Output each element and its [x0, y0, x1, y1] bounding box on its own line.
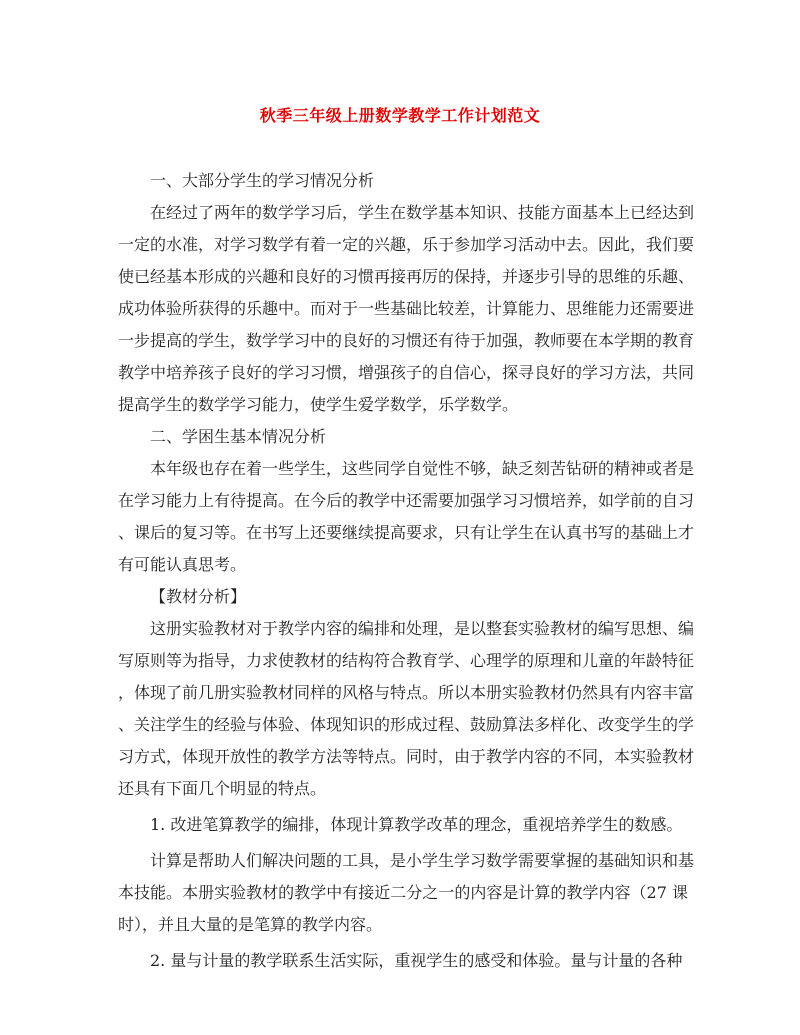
paragraph-line: 计算是帮助人们解决问题的工具，是小学生学习数学需要掌握的基础知识和基	[150, 851, 695, 870]
section-heading-1: 一、大部分学生的学习情况分析	[150, 171, 375, 190]
section-heading-textbook-analysis: 【教材分析】	[150, 587, 247, 606]
section-heading-2: 二、学困生基本情况分析	[150, 427, 327, 446]
paragraph-line: 习方式，体现开放性的教学方法等特点。同时，由于教学内容的不同，本实验教材	[118, 747, 695, 766]
paragraph-line: 一定的水准，对学习数学有着一定的兴趣，乐于参加学习活动中去。因此，我们要	[118, 235, 695, 254]
paragraph-line: 、课后的复习等。在书写上还要继续提高要求，只有让学生在认真书写的基础上才	[118, 523, 695, 542]
paragraph-line: 在学习能力上有待提高。在今后的教学中还需要加强学习习惯培养，如学前的自习	[118, 491, 695, 510]
document-body	[118, 165, 695, 977]
paragraph-line: ，体现了前几册实验教材同样的风格与特点。所以本册实验教材仍然具有内容丰富	[118, 683, 695, 702]
numbered-point-1: 1. 改进笔算教学的编排，体现计算教学改革的理念，重视培养学生的数感。	[150, 815, 683, 834]
paragraph-line: 教学中培养孩子良好的学习习惯，增强孩子的自信心，探寻良好的学习方法，共同	[118, 363, 695, 382]
paragraph-line: 本技能。本册实验教材的教学中有接近二分之一的内容是计算的教学内容（27 课	[118, 883, 688, 902]
paragraph-line: 有可能认真思考。	[118, 555, 247, 574]
paragraph-line: 、关注学生的经验与体验、体现知识的形成过程、鼓励算法多样化、改变学生的学	[118, 715, 695, 734]
document-title: 秋季三年级上册数学教学工作计划范文	[259, 106, 541, 125]
numbered-point-2: 2. 量与计量的教学联系生活实际，重视学生的感受和体验。量与计量的各种	[150, 951, 683, 970]
paragraph-line: 在经过了两年的数学学习后，学生在数学基本知识、技能方面基本上已经达到	[150, 203, 695, 222]
paragraph-line: 本年级也存在着一些学生，这些同学自觉性不够，缺乏刻苦钻研的精神或者是	[150, 459, 695, 478]
paragraph-line: 提高学生的数学学习能力，使学生爱学数学，乐学数学。	[118, 395, 519, 414]
paragraph-line: 还具有下面几个明显的特点。	[118, 779, 327, 798]
paragraph-line: 使已经基本形成的兴趣和良好的习惯再接再厉的保持，并逐步引导的思维的乐趣、	[118, 267, 695, 286]
paragraph-line: 成功体验所获得的乐趣中。而对于一些基础比较差，计算能力、思维能力还需要进	[118, 299, 695, 318]
paragraph-line: 一步提高的学生，数学学习中的良好的习惯还有待于加强，教师要在本学期的教育	[118, 331, 695, 350]
paragraph-line: 这册实验教材对于教学内容的编排和处理，是以整套实验教材的编写思想、编	[150, 619, 695, 638]
paragraph-line: 写原则等为指导，力求使教材的结构符合教育学、心理学的原理和儿童的年龄特征	[118, 651, 695, 670]
paragraph-line: 时），并且大量的是笔算的教学内容。	[118, 915, 383, 934]
